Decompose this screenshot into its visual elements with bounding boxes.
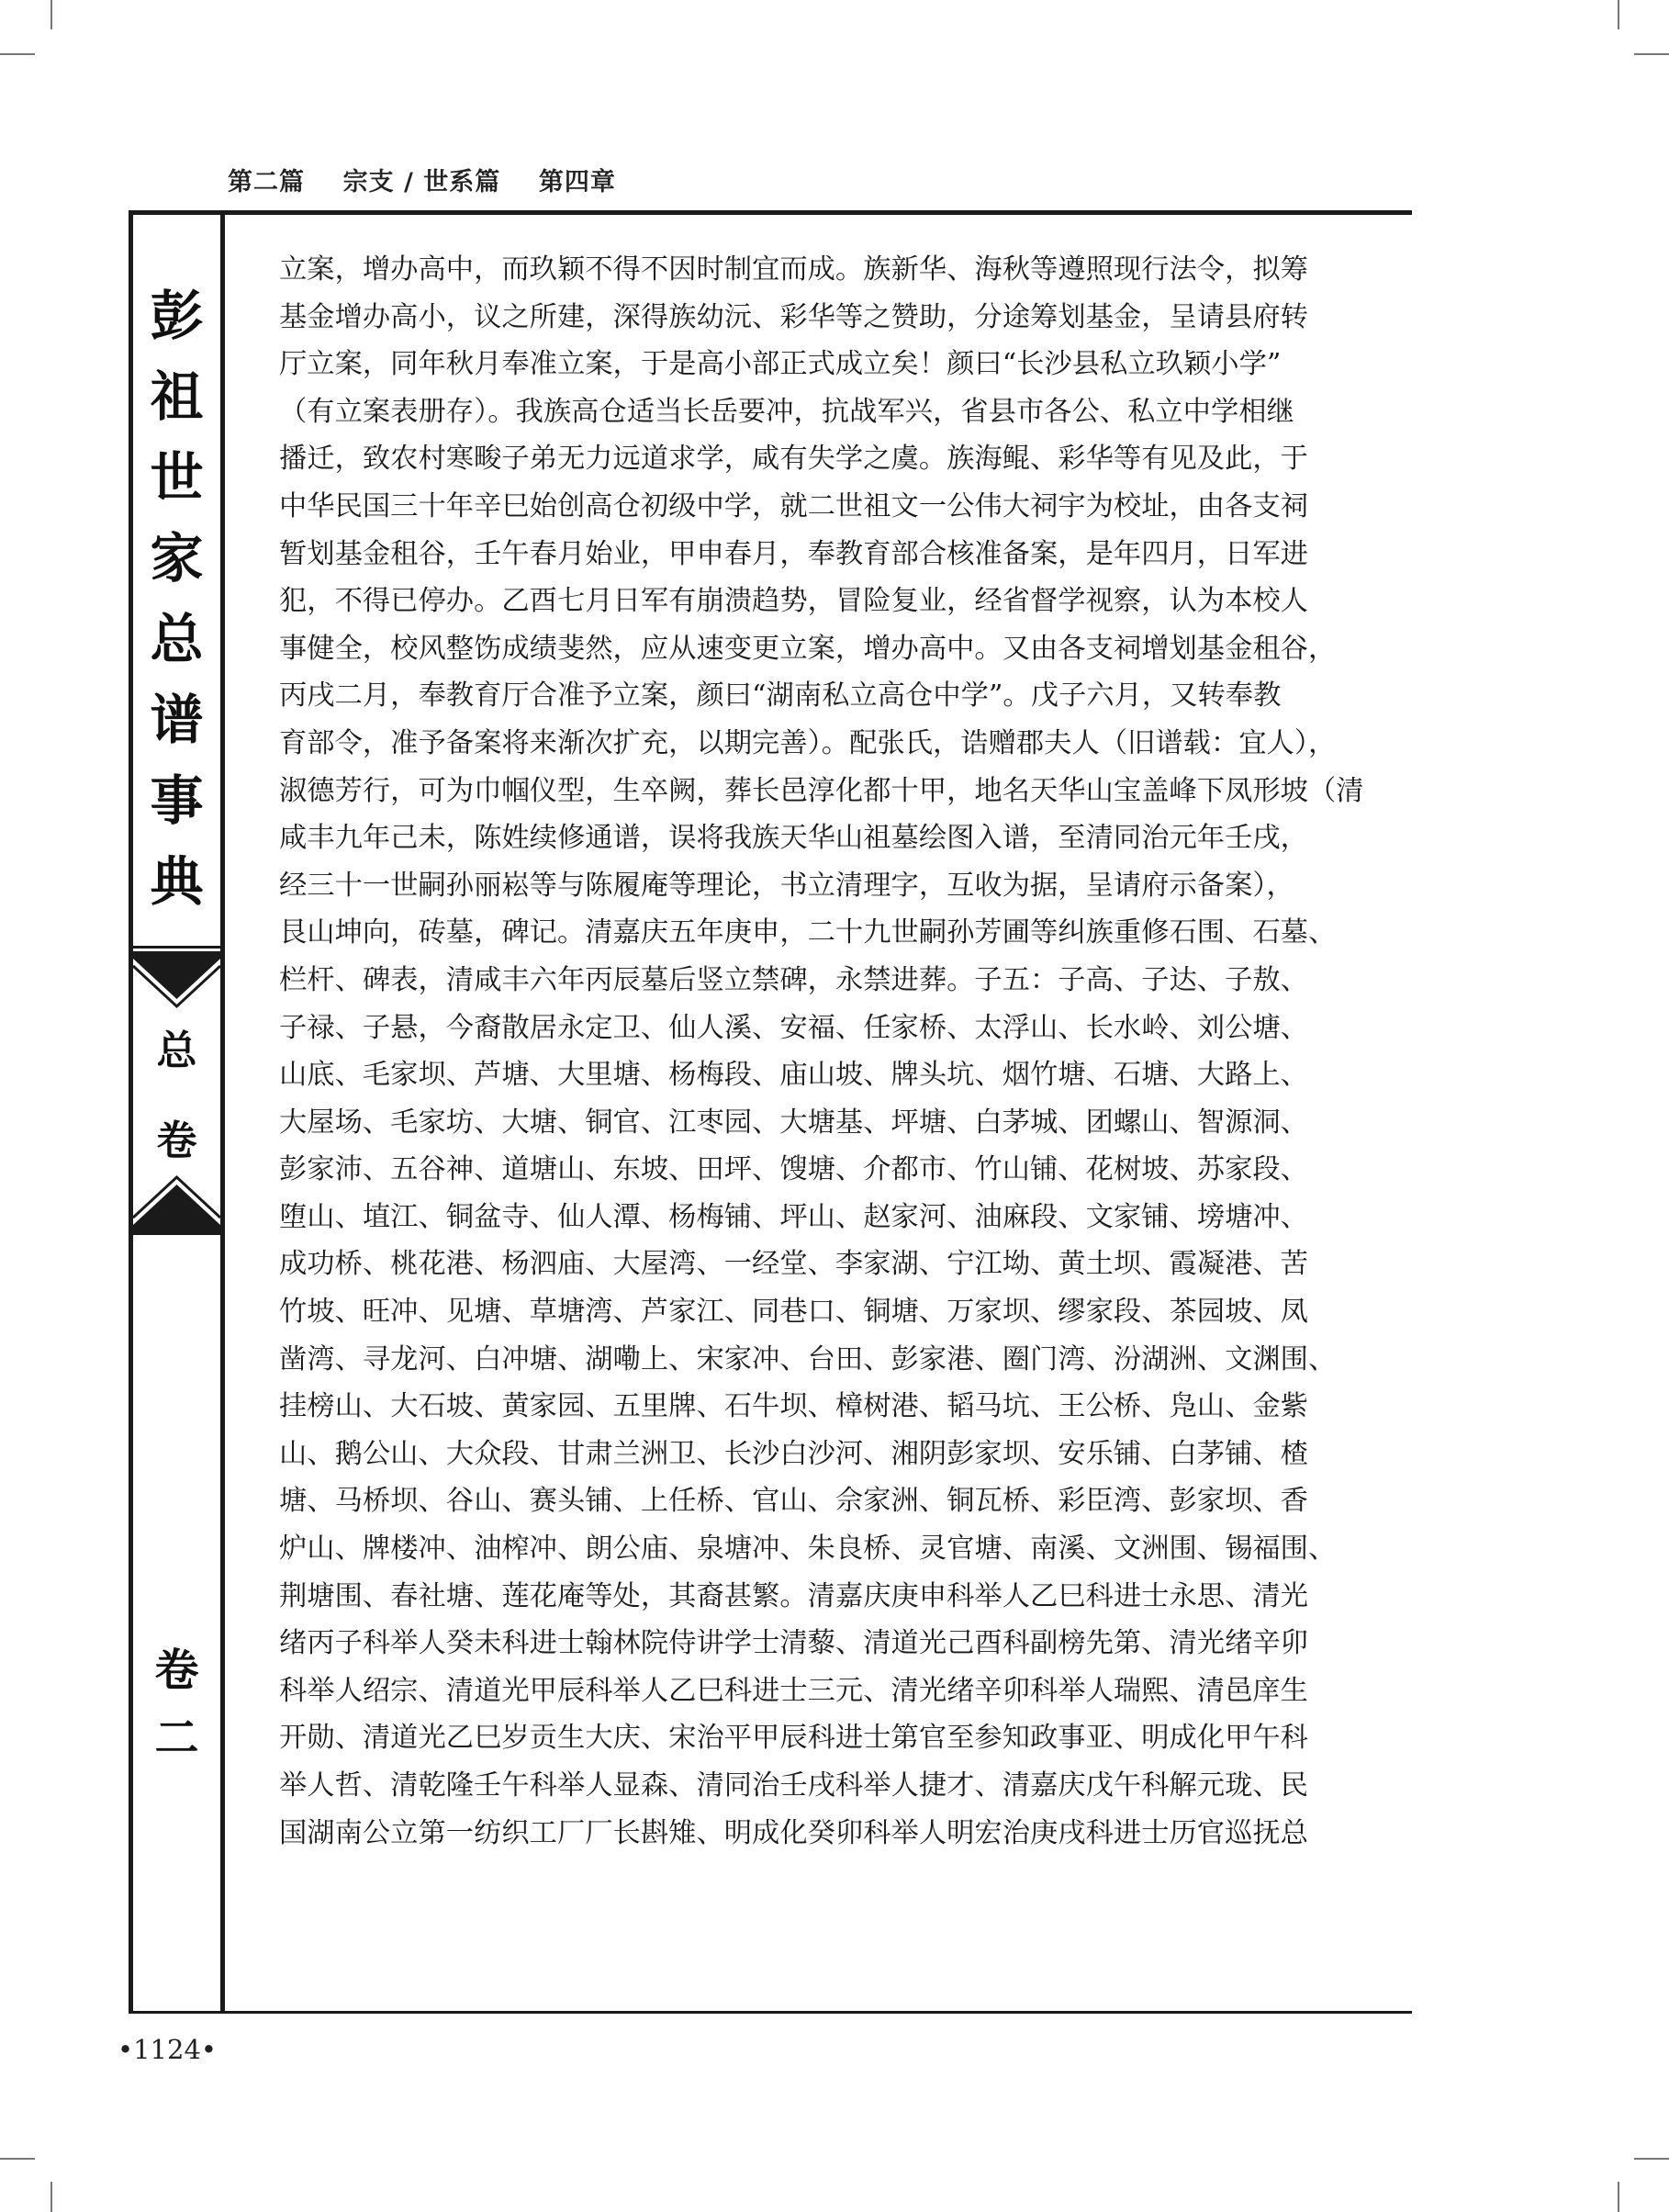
text-line: 中华民国三十年辛巳始创高仓初级中学，就二世祖文一公伟大祠宇为校址，由各支祠 bbox=[279, 489, 1308, 522]
chevron-band bbox=[133, 951, 220, 1232]
text-line: 堕山、埴江、铜盆寺、仙人潭、杨梅铺、坪山、赵家河、油麻段、文家铺、塝塘冲、 bbox=[279, 1200, 1308, 1233]
text-line: 彭家沛、五谷神、道塘山、东坡、田坪、馊塘、介都市、竹山铺、花树坡、苏家段、 bbox=[279, 1153, 1308, 1186]
text-line: 经三十一世嗣孙丽崧等与陈履庵等理论，书立清理字，互收为据，呈请府示备案）， bbox=[279, 869, 1294, 902]
text-line: （有立案表册存）。我族高仓适当长岳要冲，抗战军兴，省县市各公、私立中学相继 bbox=[279, 395, 1294, 428]
book-title-char: 事 bbox=[150, 769, 204, 832]
band-bottom-rule bbox=[133, 1232, 220, 1235]
text-line: 栏杆、碑表，清咸丰六年丙辰墓后竖立禁碑，永禁进葬。子五：子高、子达、子敖、 bbox=[279, 963, 1308, 996]
text-line: 山、鹅公山、大众段、甘肃兰洲卫、长沙白沙河、湘阴彭家坝、安乐铺、白茅铺、楂 bbox=[279, 1437, 1308, 1470]
band-top-rule bbox=[133, 946, 220, 949]
crop-mark bbox=[50, 0, 52, 29]
text-line: 育部令，准予备案将来渐次扩充，以期完善）。配张氏，诰赠郡夫人（旧谱载：宜人）， bbox=[279, 726, 1337, 759]
page-number: •1124• bbox=[118, 2034, 218, 2065]
text-line: 播迁，致农村寒畯子弟无力远道求学，咸有失学之虞。族海鲲、彩华等有见及此，于 bbox=[279, 443, 1308, 476]
text-line: 基金增办高小，议之所建，深得族幼沅、彩华等之赞助，分途筹划基金，呈请县府转 bbox=[279, 300, 1308, 333]
text-line: 子禄、子悬，今裔散居永定卫、仙人溪、安福、任家桥、太浮山、长水岭、刘公塘、 bbox=[279, 1011, 1308, 1044]
crop-mark bbox=[1634, 2158, 1669, 2160]
text-line: 厅立案，同年秋月奉准立案，于是高小部正式成立矣！颜曰“长沙县私立玖颖小学” bbox=[279, 348, 1282, 381]
text-line: 凿湾、寻龙河、白冲塘、湖嘞上、宋家冲、台田、彭家港、圈门湾、汾湖洲、文渊围、 bbox=[279, 1342, 1337, 1375]
crop-mark bbox=[0, 2158, 35, 2160]
spine-right-border bbox=[220, 210, 225, 2014]
text-line: 竹坡、旺冲、见塘、草塘湾、芦家江、同巷口、铜塘、万家坝、缪家段、茶园坡、凤 bbox=[279, 1296, 1308, 1329]
text-line: 咸丰九年己未，陈姓续修通谱，误将我族天华山祖墓绘图入谱，至清同治元年壬戌， bbox=[279, 822, 1308, 855]
bottom-rule bbox=[129, 2011, 1412, 2014]
text-line: 暂划基金租谷，壬午春月始业，甲申春月，奉教育部合核准备案，是年四月，日军进 bbox=[279, 537, 1308, 570]
running-header: 第二篇 宗支 / 世系篇 第四章 bbox=[228, 168, 616, 196]
crop-mark bbox=[0, 53, 35, 55]
band-label-char: 卷 bbox=[156, 1117, 197, 1164]
text-line: 事健全，校风整饬成绩斐然，应从速变更立案，增办高中。又由各支祠增划基金租谷， bbox=[279, 632, 1337, 665]
text-line: 开勋、清道光乙巳岁贡生大庆、宋治平甲辰科进士第官至参知政事亚、明成化甲午科 bbox=[279, 1722, 1308, 1755]
body-text bbox=[279, 246, 1417, 1857]
volume-label-char: 二 bbox=[154, 1712, 199, 1764]
crop-mark bbox=[1634, 53, 1669, 55]
book-title bbox=[133, 275, 220, 922]
volume-label-char: 卷 bbox=[154, 1645, 199, 1696]
book-title-char: 彭 bbox=[150, 285, 204, 347]
text-line: 绪丙子科举人癸未科进士翰林院侍讲学士清藜、清道光己酉科副榜先第、清光绪辛卯 bbox=[279, 1627, 1308, 1660]
book-title-char: 家 bbox=[150, 527, 204, 589]
text-line: 丙戌二月，奉教育厅合准予立案，颜曰“湖南私立高仓中学”。戊子六月，又转奉教 bbox=[279, 679, 1282, 713]
text-line: 艮山坤向，砖墓，碑记。清嘉庆五年庚申，二十九世嗣孙芳圃等纠族重修石围、石墓、 bbox=[279, 916, 1337, 949]
book-title-char: 世 bbox=[150, 446, 204, 509]
crop-mark bbox=[1618, 0, 1619, 29]
volume-label bbox=[133, 1636, 220, 1772]
top-rule bbox=[129, 210, 1412, 215]
text-line: 举人哲、清乾隆壬午科举人显森、清同治壬戌科举人捷才、清嘉庆戊午科解元珑、民 bbox=[279, 1769, 1308, 1802]
text-line: 犯，不得已停办。乙酉七月日军有崩溃趋势，冒险复业，经省督学视察，认为本校人 bbox=[279, 585, 1308, 618]
text-line: 炉山、牌楼冲、油榨冲、朗公庙、泉塘冲、朱良桥、灵官塘、南溪、文洲围、锡福围、 bbox=[279, 1533, 1337, 1566]
text-line: 荆塘围、春社塘、莲花庵等处，其裔甚繁。清嘉庆庚申科举人乙巳科进士永思、清光 bbox=[279, 1579, 1308, 1612]
text-line: 立案，增办高中，而玖颖不得不因时制宜而成。族新华、海秋等遵照现行法令，拟筹 bbox=[279, 253, 1308, 286]
text-line: 国湖南公立第一纺织工厂厂长斟雉、明成化癸卯科举人明宏治庚戌科进士历官巡抚总 bbox=[279, 1816, 1308, 1849]
crop-mark bbox=[50, 2182, 52, 2212]
book-title-char: 总 bbox=[150, 608, 204, 670]
text-line: 科举人绍宗、清道光甲辰科举人乙巳科进士三元、清光绪辛卯科举人瑞熙、清邑庠生 bbox=[279, 1674, 1308, 1707]
book-title-char: 谱 bbox=[150, 689, 204, 751]
band-label-char: 总 bbox=[156, 1027, 197, 1074]
text-line: 淑德芳行，可为巾帼仪型，生卒阙，葬长邑淳化都十甲，地名天华山宝盖峰下凤形坡（清 bbox=[279, 774, 1364, 807]
crop-mark bbox=[1618, 2182, 1619, 2212]
text-line: 成功桥、桃花港、杨泗庙、大屋湾、一经堂、李家湖、宁江坳、黄土坝、霞凝港、苦 bbox=[279, 1248, 1308, 1281]
book-title-char: 祖 bbox=[150, 365, 204, 428]
text-line: 挂榜山、大石坡、黄家园、五里牌、石牛坝、樟树港、韬马坑、王公桥、凫山、金紫 bbox=[279, 1390, 1308, 1423]
text-line: 山底、毛家坝、芦塘、大里塘、杨梅段、庙山坡、牌头坑、烟竹塘、石塘、大路上、 bbox=[279, 1059, 1308, 1092]
text-line: 塘、马桥坝、谷山、赛头铺、上任桥、官山、佘家洲、铜瓦桥、彩臣湾、彭家坝、香 bbox=[279, 1485, 1308, 1518]
book-title-char: 典 bbox=[150, 850, 204, 913]
text-line: 大屋场、毛家坊、大塘、铜官、江枣园、大塘基、坪塘、白茅城、团螺山、智源洞、 bbox=[279, 1106, 1308, 1139]
